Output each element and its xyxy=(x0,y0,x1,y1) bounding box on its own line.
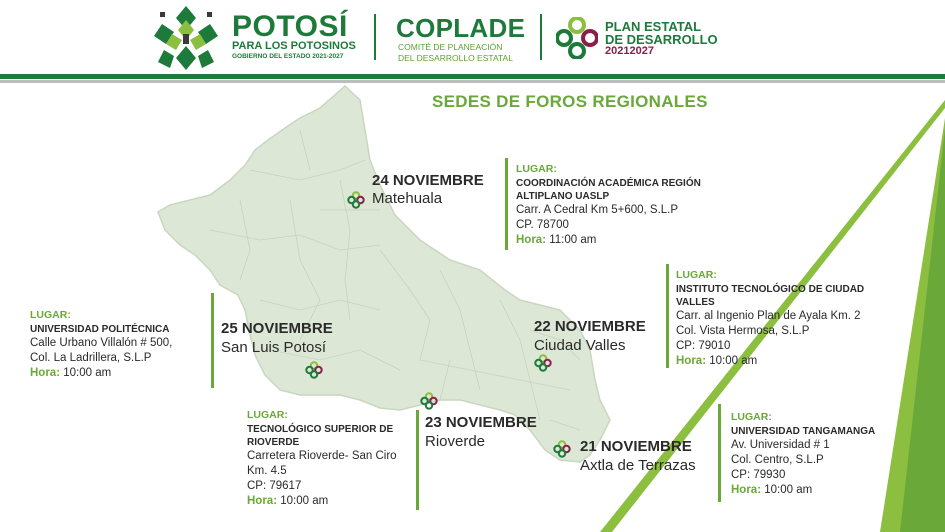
hour-value: 10:00 am xyxy=(709,355,758,367)
forum-info-rioverde xyxy=(247,408,397,509)
address-line: CP: 79930 xyxy=(731,469,786,481)
forum-info-san-luis-potosi xyxy=(30,308,172,381)
coplade-line-2: DEL DESARROLLO ESTATAL xyxy=(398,53,513,63)
potosi-title: POTOSÍ xyxy=(232,10,348,43)
address-line: CP: 79617 xyxy=(247,480,302,492)
address-line: Col. La Ladrillera, S.L.P xyxy=(30,352,152,364)
header xyxy=(0,0,945,80)
venue-label: LUGAR: xyxy=(516,163,557,175)
hour-line xyxy=(30,366,172,381)
potosi-emblem-icon xyxy=(150,4,222,72)
page-title: SEDES DE FOROS REGIONALES xyxy=(432,92,708,111)
venue-name-line: INSTITUTO TECNOLÓGICO DE CIUDAD xyxy=(676,284,865,295)
location-pin-icon xyxy=(347,191,365,209)
forum-date: 22 NOVIEMBRE xyxy=(534,318,646,335)
forum-date: 23 NOVIEMBRE xyxy=(425,414,537,431)
venue-name-line: RIOVERDE xyxy=(247,437,300,448)
forum-city: Ciudad Valles xyxy=(534,337,626,354)
potosi-subtitle: PARA LOS POTOSINOS xyxy=(232,40,356,52)
plan-line-2: DE DESARROLLO xyxy=(605,32,718,47)
hour-label: Hora: xyxy=(731,484,762,496)
forum-info-matehuala xyxy=(516,162,701,248)
coplade-line-1: COMITÉ DE PLANEACIÓN xyxy=(398,42,503,52)
plan-years: 20212027 xyxy=(605,45,654,57)
forum-date: 25 NOVIEMBRE xyxy=(221,320,333,337)
venue-label: LUGAR: xyxy=(676,269,717,281)
address-line: Col. Centro, S.L.P xyxy=(731,454,824,466)
hour-label: Hora: xyxy=(30,367,61,379)
address-line: Km. 4.5 xyxy=(247,465,287,477)
forum-city: Matehuala xyxy=(372,190,443,207)
plan-title xyxy=(605,20,718,46)
plan-line-1: PLAN ESTATAL xyxy=(605,19,702,34)
hour-line xyxy=(731,483,875,498)
forum-divider xyxy=(211,293,214,388)
hour-line xyxy=(676,354,864,369)
venue-name-line: UNIVERSIDAD TANGAMANGA xyxy=(731,426,876,437)
header-divider xyxy=(540,14,542,60)
hour-value: 10:00 am xyxy=(63,367,112,379)
location-pin-icon xyxy=(420,392,438,410)
hour-value: 10:00 am xyxy=(280,495,329,507)
address-line: Carr. al Ingenio Plan de Ayala Km. 2 xyxy=(676,310,861,322)
address-line: CP: 79010 xyxy=(676,340,731,352)
forum-info-axtla xyxy=(731,410,875,498)
address-line: Calle Urbano Villalón # 500, xyxy=(30,337,173,349)
hour-line xyxy=(516,233,701,248)
venue-name-line: ALTIPLANO UASLP xyxy=(516,191,610,202)
venue-name-line: TECNOLÓGICO SUPERIOR DE xyxy=(247,424,394,435)
venue-name-line: UNIVERSIDAD POLITÉCNICA xyxy=(30,324,170,335)
coplade-title: COPLADE xyxy=(396,13,526,43)
hour-label: Hora: xyxy=(676,355,707,367)
location-pin-icon xyxy=(553,440,571,458)
hour-value: 11:00 am xyxy=(549,234,597,246)
plan-estatal-logo-icon xyxy=(556,17,598,59)
address-line: Col. Vista Hermosa, S.L.P xyxy=(676,325,810,337)
forum-divider xyxy=(505,158,508,250)
header-divider xyxy=(374,14,376,60)
address-line: Carr. A Cedral Km 5+600, S.L.P xyxy=(516,204,679,216)
potosi-government: GOBIERNO DEL ESTADO 2021-2027 xyxy=(232,53,344,60)
forum-divider xyxy=(718,404,721,502)
address-line: CP. 78700 xyxy=(516,219,569,231)
venue-name-line: VALLES xyxy=(676,297,715,308)
address-line: Av. Universidad # 1 xyxy=(731,439,830,451)
forum-info-ciudad-valles xyxy=(676,268,864,369)
forum-city: Axtla de Terrazas xyxy=(580,457,696,474)
hour-line xyxy=(247,494,397,509)
header-green-rule xyxy=(0,74,945,79)
hour-value: 10:00 am xyxy=(764,484,813,496)
hour-label: Hora: xyxy=(516,234,547,246)
coplade-subtitle xyxy=(398,42,513,64)
venue-name-line: COORDINACIÓN ACADÉMICA REGIÓN xyxy=(516,178,701,189)
address-line: Carretera Rioverde- San Ciro xyxy=(247,450,397,462)
forum-date: 24 NOVIEMBRE xyxy=(372,172,484,189)
hour-label: Hora: xyxy=(247,495,278,507)
location-pin-icon xyxy=(305,361,323,379)
forum-city: San Luis Potosí xyxy=(221,339,327,356)
header-grey-rule xyxy=(0,80,945,83)
location-pin-icon xyxy=(534,354,552,372)
forum-city: Rioverde xyxy=(425,433,486,450)
venue-label: LUGAR: xyxy=(247,409,288,421)
forum-divider xyxy=(416,410,419,510)
forum-date: 21 NOVIEMBRE xyxy=(580,438,692,455)
forum-divider xyxy=(666,264,669,368)
venue-label: LUGAR: xyxy=(30,309,71,321)
venue-label: LUGAR: xyxy=(731,411,772,423)
